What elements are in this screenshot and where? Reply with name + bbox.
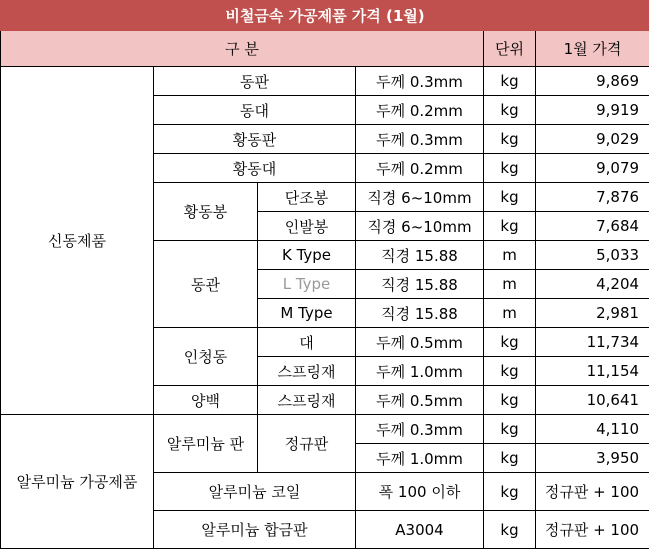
unit-cell: m — [484, 299, 536, 328]
price-cell: 정규판 + 100 — [536, 511, 649, 549]
unit-cell: kg — [484, 386, 536, 415]
item-cell: 알루미늄 코일 — [154, 473, 356, 511]
item-cell: 인청동 — [154, 328, 258, 386]
price-cell: 9,919 — [536, 96, 649, 125]
spec-cell: 두께 0.3mm — [356, 415, 484, 444]
spec-cell: 두께 0.5mm — [356, 328, 484, 357]
spec-cell: 두께 1.0mm — [356, 444, 484, 473]
price-cell: 9,869 — [536, 67, 649, 96]
spec-cell: 직경 6~10mm — [356, 212, 484, 241]
item-cell: 황동대 — [154, 154, 356, 183]
group-aluminum-products: 알루미늄 가공제품 — [1, 415, 154, 549]
item-cell: 알루미늄 판 — [154, 415, 258, 473]
spec-cell: 직경 15.88 — [356, 270, 484, 299]
unit-cell: kg — [484, 67, 536, 96]
subitem-cell: 정규판 — [258, 415, 356, 473]
unit-cell: kg — [484, 444, 536, 473]
price-cell: 4,204 — [536, 270, 649, 299]
item-cell: 알루미늄 합금판 — [154, 511, 356, 549]
table-row — [1, 67, 649, 96]
price-cell: 7,876 — [536, 183, 649, 212]
table-title: 비철금속 가공제품 가격 (1월) — [1, 1, 649, 31]
item-cell: 황동판 — [154, 125, 356, 154]
unit-cell: kg — [484, 154, 536, 183]
spec-cell: 두께 0.5mm — [356, 386, 484, 415]
price-cell: 정규판 + 100 — [536, 473, 649, 511]
spec-cell: 직경 15.88 — [356, 241, 484, 270]
header-category: 구 분 — [1, 31, 484, 67]
spec-cell: 직경 6~10mm — [356, 183, 484, 212]
item-cell: 동대 — [154, 96, 356, 125]
spec-cell: 두께 1.0mm — [356, 357, 484, 386]
subitem-cell: 스프링재 — [258, 357, 356, 386]
header-row — [1, 31, 649, 67]
item-cell: 동판 — [154, 67, 356, 96]
spec-cell: 두께 0.2mm — [356, 154, 484, 183]
item-cell: 양백 — [154, 386, 258, 415]
subitem-cell: M Type — [258, 299, 356, 328]
subitem-cell: 대 — [258, 328, 356, 357]
group-copper-products: 신동제품 — [1, 67, 154, 415]
unit-cell: kg — [484, 183, 536, 212]
subitem-cell: 스프링재 — [258, 386, 356, 415]
unit-cell: kg — [484, 511, 536, 549]
unit-cell: kg — [484, 212, 536, 241]
unit-cell: kg — [484, 125, 536, 154]
header-unit: 단위 — [484, 31, 536, 67]
unit-cell: m — [484, 270, 536, 299]
spec-cell: 두께 0.2mm — [356, 96, 484, 125]
unit-cell: m — [484, 241, 536, 270]
table-row — [1, 415, 649, 444]
spec-cell: 직경 15.88 — [356, 299, 484, 328]
unit-cell: kg — [484, 415, 536, 444]
price-cell: 7,684 — [536, 212, 649, 241]
subitem-cell: 인발봉 — [258, 212, 356, 241]
price-cell: 9,079 — [536, 154, 649, 183]
subitem-cell: 단조봉 — [258, 183, 356, 212]
item-cell: 황동봉 — [154, 183, 258, 241]
price-cell: 5,033 — [536, 241, 649, 270]
header-price: 1월 가격 — [536, 31, 649, 67]
price-cell: 2,981 — [536, 299, 649, 328]
unit-cell: kg — [484, 328, 536, 357]
spec-cell: 두께 0.3mm — [356, 67, 484, 96]
spec-cell: 폭 100 이하 — [356, 473, 484, 511]
price-cell: 9,029 — [536, 125, 649, 154]
subitem-cell: K Type — [258, 241, 356, 270]
price-cell: 3,950 — [536, 444, 649, 473]
unit-cell: kg — [484, 357, 536, 386]
item-cell: 동관 — [154, 241, 258, 328]
price-cell: 11,734 — [536, 328, 649, 357]
price-cell: 10,641 — [536, 386, 649, 415]
price-cell: 11,154 — [536, 357, 649, 386]
unit-cell: kg — [484, 473, 536, 511]
price-cell: 4,110 — [536, 415, 649, 444]
spec-cell: A3004 — [356, 511, 484, 549]
title-row — [1, 1, 649, 31]
spec-cell: 두께 0.3mm — [356, 125, 484, 154]
subitem-cell: L Type — [258, 270, 356, 299]
unit-cell: kg — [484, 96, 536, 125]
